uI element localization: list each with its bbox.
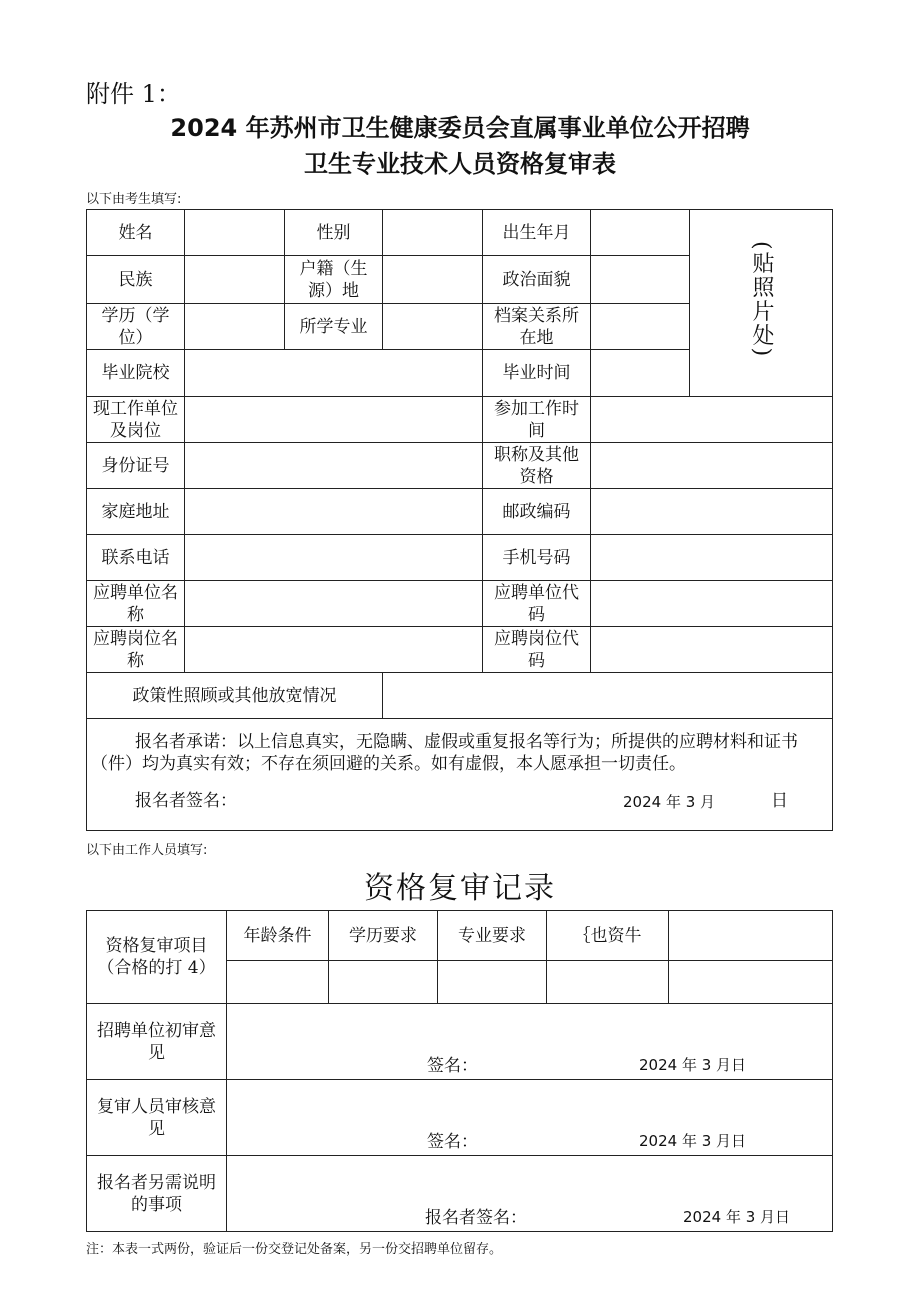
form-title-line2: 卫生专业技术人员资格复审表 [304,150,616,178]
gender-label: 性别 [285,210,383,256]
name-label: 姓名 [87,210,185,256]
archive-label: 档案关系所在地 [483,304,591,350]
title-quals-input[interactable] [591,443,833,489]
form-title-line1: 2024 年苏州市卫生健康委员会直属事业单位公开招聘 [170,114,750,142]
major-input[interactable] [383,304,483,350]
postcode-label: 邮政编码 [483,489,591,535]
id-number-input[interactable] [185,443,483,489]
reviewer-sign: 签名： [427,1132,478,1152]
birth-input[interactable] [591,210,690,256]
photo-box[interactable] [690,210,833,397]
photo-label: (贴照片处) [749,241,774,359]
unit-name-input[interactable] [185,581,483,627]
major-check-cell[interactable] [438,961,547,1004]
unit-name-label: 应聘单位名称 [87,581,185,627]
current-work-input[interactable] [185,397,483,443]
age-check-cell[interactable] [227,961,329,1004]
post-name-label: 应聘岗位名称 [87,627,185,673]
applicant-date: 2024 年 3 月日 [683,1208,791,1226]
major-label: 所学专业 [285,304,383,350]
major-requirement-label: 专业要求 [438,911,547,961]
staff-section-label: 以下由工作人员填写: [86,843,208,858]
candidate-form-table [86,209,833,831]
pledge-sign-label: 报名者签名： [135,791,237,811]
political-input[interactable] [591,256,690,304]
grad-time-input[interactable] [591,350,690,397]
archive-input[interactable] [591,304,690,350]
pledge-date-day: 日 [771,791,788,811]
post-code-input[interactable] [591,627,833,673]
postcode-input[interactable] [591,489,833,535]
school-input[interactable] [185,350,483,397]
policy-input[interactable] [383,673,833,719]
unit-code-input[interactable] [591,581,833,627]
current-work-label: 现工作单位及岗位 [87,397,185,443]
work-start-input[interactable] [591,397,833,443]
record-title: 资格复审记录 [364,871,556,906]
political-label: 政治面貌 [483,256,591,304]
extra-item-cell[interactable] [669,911,833,961]
age-condition-label: 年龄条件 [227,911,329,961]
unit-review-cell[interactable] [227,1004,833,1080]
gender-input[interactable] [383,210,483,256]
phone-input[interactable] [185,535,483,581]
grad-time-label: 毕业时间 [483,350,591,397]
applicant-notes-label: 报名者另需说明的事项 [87,1156,227,1232]
education-label: 学历（学位） [87,304,185,350]
hukou-input[interactable] [383,256,483,304]
school-label: 毕业院校 [87,350,185,397]
unit-review-label: 招聘单位初审意见 [87,1004,227,1080]
ethnicity-input[interactable] [185,256,285,304]
applicant-sign: 报名者签名： [425,1208,527,1228]
unit-review-date: 2024 年 3 月日 [639,1056,747,1074]
title-quals-label: 职称及其他资格 [483,443,591,489]
education-requirement-label: 学历要求 [329,911,438,961]
unit-code-label: 应聘单位代码 [483,581,591,627]
hukou-label: 户籍（生源）地 [285,256,383,304]
review-record-table [86,910,833,1232]
other-qualification-label: ｛也资牛 [547,911,669,961]
education-check-cell[interactable] [329,961,438,1004]
post-name-input[interactable] [185,627,483,673]
footer-note: 注：本表一式两份，验证后一份交登记处备案，另一份交招聘单位留存。 [86,1242,503,1257]
reviewer-date: 2024 年 3 月日 [639,1132,747,1150]
pledge-text: 报名者承诺：以上信息真实，无隐瞒、虚假或重复报名等行为；所提供的应聘材料和证书（件）均为真实有效；不存在须回避的关系。如有虚假，本人愿承担一切责任。 [91,732,798,774]
post-code-label: 应聘岗位代码 [483,627,591,673]
address-input[interactable] [185,489,483,535]
reviewer-opinion-cell[interactable] [227,1080,833,1156]
work-start-label: 参加工作时间 [483,397,591,443]
applicant-notes-cell[interactable] [227,1156,833,1232]
education-input[interactable] [185,304,285,350]
extra-check-cell[interactable] [669,961,833,1004]
ethnicity-label: 民族 [87,256,185,304]
attachment-label: 附件 1： [86,80,181,108]
phone-label: 联系电话 [87,535,185,581]
name-input[interactable] [185,210,285,256]
pledge-cell [87,719,833,831]
review-items-label: 资格复审项目（合格的打 4） [87,911,227,1004]
reviewer-opinion-label: 复审人员审核意见 [87,1080,227,1156]
policy-label: 政策性照顾或其他放宽情况 [87,673,383,719]
unit-review-sign: 签名： [427,1056,478,1076]
other-check-cell[interactable] [547,961,669,1004]
birth-label: 出生年月 [483,210,591,256]
candidate-section-label: 以下由考生填写: [86,192,182,207]
id-number-label: 身份证号 [87,443,185,489]
mobile-input[interactable] [591,535,833,581]
mobile-label: 手机号码 [483,535,591,581]
address-label: 家庭地址 [87,489,185,535]
pledge-date-prefix: 2024 年 3 月 [623,793,716,811]
